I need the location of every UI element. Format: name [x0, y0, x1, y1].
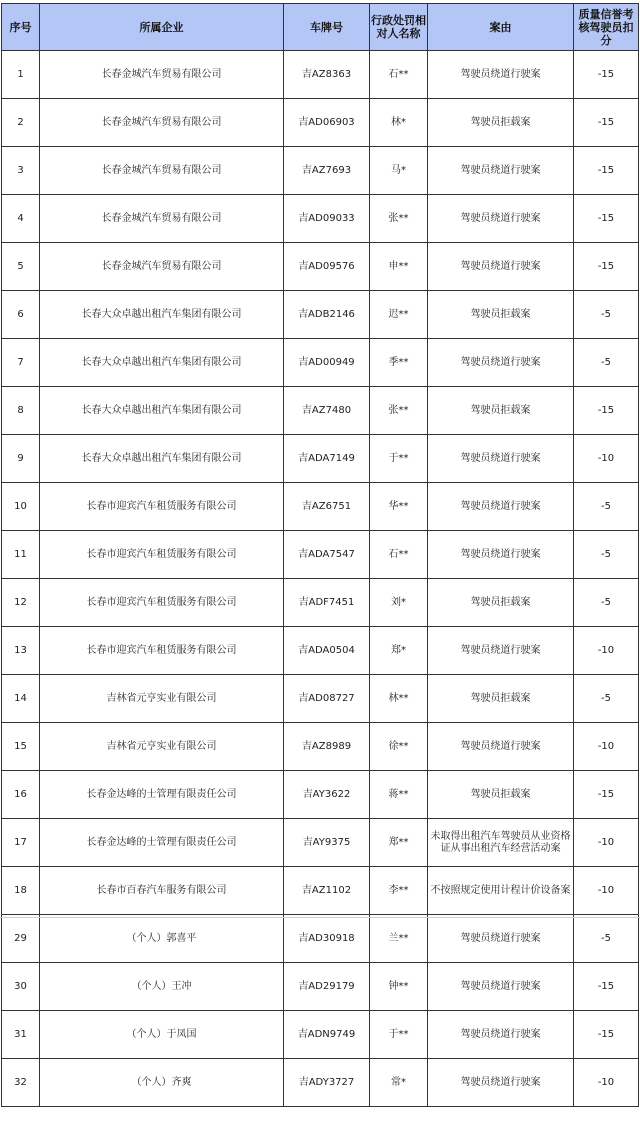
cell-person: 刘*: [370, 579, 428, 627]
table-row: [2, 435, 639, 483]
cell-case: 驾驶员拒载案: [428, 291, 574, 339]
cell-case: 驾驶员绕道行驶案: [428, 915, 574, 963]
cell-points: -5: [574, 675, 639, 723]
cell-person: 蒋**: [370, 771, 428, 819]
cell-plate: 吉AD29179: [284, 963, 370, 1011]
cell-company: 长春金城汽车贸易有限公司: [40, 195, 284, 243]
cell-points: -10: [574, 435, 639, 483]
cell-index: 16: [2, 771, 40, 819]
cell-company: 长春金达峰的士管理有限责任公司: [40, 819, 284, 867]
cell-index: 1: [2, 51, 40, 99]
cell-person: 石**: [370, 531, 428, 579]
cell-company: 长春大众卓越出租汽车集团有限公司: [40, 339, 284, 387]
table-row: [2, 147, 639, 195]
cell-person: 季**: [370, 339, 428, 387]
cell-case: 驾驶员绕道行驶案: [428, 1011, 574, 1059]
cell-plate: 吉AD08727: [284, 675, 370, 723]
table-row: [2, 339, 639, 387]
cell-plate: 吉AD09033: [284, 195, 370, 243]
cell-case: 驾驶员绕道行驶案: [428, 195, 574, 243]
header-index: 序号: [2, 4, 40, 51]
cell-plate: 吉AD30918: [284, 915, 370, 963]
cell-points: -15: [574, 243, 639, 291]
cell-index: 31: [2, 1011, 40, 1059]
cell-company: 长春市百春汽车服务有限公司: [40, 867, 284, 915]
cell-company: 吉林省元亨实业有限公司: [40, 675, 284, 723]
cell-index: 15: [2, 723, 40, 771]
cell-points: -15: [574, 387, 639, 435]
cell-plate: 吉ADA7547: [284, 531, 370, 579]
cell-index: 6: [2, 291, 40, 339]
cell-company: 长春市迎宾汽车租赁服务有限公司: [40, 531, 284, 579]
cell-index: 9: [2, 435, 40, 483]
table-row: [2, 291, 639, 339]
cell-case: 驾驶员绕道行驶案: [428, 483, 574, 531]
cell-case: 驾驶员拒载案: [428, 99, 574, 147]
cell-case: 未取得出租汽车驾驶员从业资格证从事出租汽车经营活动案: [428, 819, 574, 867]
table-row: [2, 243, 639, 291]
cell-person: 于**: [370, 435, 428, 483]
cell-company: 吉林省元亨实业有限公司: [40, 723, 284, 771]
cell-index: 4: [2, 195, 40, 243]
cell-index: 32: [2, 1059, 40, 1107]
cell-points: -15: [574, 1011, 639, 1059]
cell-case: 驾驶员绕道行驶案: [428, 531, 574, 579]
cell-plate: 吉ADY3727: [284, 1059, 370, 1107]
cell-plate: 吉ADA0504: [284, 627, 370, 675]
cell-case: 驾驶员绕道行驶案: [428, 1059, 574, 1107]
cell-points: -10: [574, 819, 639, 867]
page-fold-divider: [0, 917, 640, 918]
cell-case: 驾驶员拒载案: [428, 675, 574, 723]
cell-company: 长春市迎宾汽车租赁服务有限公司: [40, 483, 284, 531]
cell-index: 30: [2, 963, 40, 1011]
cell-person: 林*: [370, 99, 428, 147]
cell-person: 迟**: [370, 291, 428, 339]
cell-plate: 吉AD09576: [284, 243, 370, 291]
cell-index: 5: [2, 243, 40, 291]
cell-plate: 吉AZ6751: [284, 483, 370, 531]
cell-case: 驾驶员绕道行驶案: [428, 243, 574, 291]
cell-plate: 吉AY3622: [284, 771, 370, 819]
cell-company: 长春金达峰的士管理有限责任公司: [40, 771, 284, 819]
cell-points: -5: [574, 291, 639, 339]
cell-company: （个人）王冲: [40, 963, 284, 1011]
cell-points: -5: [574, 483, 639, 531]
cell-case: 驾驶员拒载案: [428, 579, 574, 627]
table-row: [2, 1059, 639, 1107]
cell-case: 不按照规定使用计程计价设备案: [428, 867, 574, 915]
table-row: [2, 483, 639, 531]
table-row: [2, 195, 639, 243]
cell-case: 驾驶员绕道行驶案: [428, 147, 574, 195]
cell-points: -15: [574, 195, 639, 243]
cell-person: 郑**: [370, 819, 428, 867]
cell-plate: 吉AZ7693: [284, 147, 370, 195]
cell-plate: 吉AZ1102: [284, 867, 370, 915]
table-body: [2, 51, 639, 1107]
table-row: [2, 723, 639, 771]
header-company: 所属企业: [40, 4, 284, 51]
header-person: 行政处罚相对人名称: [370, 4, 428, 51]
cell-person: 于**: [370, 1011, 428, 1059]
cell-company: 长春金城汽车贸易有限公司: [40, 51, 284, 99]
header-points: 质量信誉考核驾驶员扣分: [574, 4, 639, 51]
cell-points: -5: [574, 531, 639, 579]
cell-index: 7: [2, 339, 40, 387]
cell-person: 钟**: [370, 963, 428, 1011]
cell-index: 12: [2, 579, 40, 627]
cell-company: 长春市迎宾汽车租赁服务有限公司: [40, 579, 284, 627]
cell-person: 徐**: [370, 723, 428, 771]
cell-case: 驾驶员绕道行驶案: [428, 963, 574, 1011]
cell-person: 兰**: [370, 915, 428, 963]
table-row: [2, 627, 639, 675]
cell-plate: 吉AY9375: [284, 819, 370, 867]
cell-points: -10: [574, 627, 639, 675]
cell-company: 长春金城汽车贸易有限公司: [40, 243, 284, 291]
table-row: [2, 99, 639, 147]
cell-points: -15: [574, 771, 639, 819]
cell-person: 申**: [370, 243, 428, 291]
cell-person: 华**: [370, 483, 428, 531]
cell-plate: 吉AZ8989: [284, 723, 370, 771]
cell-points: -10: [574, 1059, 639, 1107]
cell-case: 驾驶员绕道行驶案: [428, 627, 574, 675]
table-row: [2, 963, 639, 1011]
cell-company: 长春大众卓越出租汽车集团有限公司: [40, 387, 284, 435]
cell-points: -15: [574, 99, 639, 147]
cell-index: 8: [2, 387, 40, 435]
cell-index: 18: [2, 867, 40, 915]
cell-company: 长春金城汽车贸易有限公司: [40, 99, 284, 147]
header-plate: 车牌号: [284, 4, 370, 51]
table-row: [2, 675, 639, 723]
cell-person: 张**: [370, 387, 428, 435]
cell-person: 郑*: [370, 627, 428, 675]
cell-index: 13: [2, 627, 40, 675]
cell-company: （个人）齐爽: [40, 1059, 284, 1107]
cell-plate: 吉AD00949: [284, 339, 370, 387]
cell-index: 10: [2, 483, 40, 531]
cell-company: 长春市迎宾汽车租赁服务有限公司: [40, 627, 284, 675]
cell-plate: 吉ADN9749: [284, 1011, 370, 1059]
cell-points: -15: [574, 147, 639, 195]
cell-person: 张**: [370, 195, 428, 243]
cell-plate: 吉AD06903: [284, 99, 370, 147]
cell-points: -15: [574, 51, 639, 99]
cell-case: 驾驶员绕道行驶案: [428, 723, 574, 771]
cell-index: 3: [2, 147, 40, 195]
table-row: [2, 867, 639, 915]
penalty-table: [1, 3, 639, 1107]
cell-person: 马*: [370, 147, 428, 195]
cell-index: 14: [2, 675, 40, 723]
cell-person: 林**: [370, 675, 428, 723]
cell-company: （个人）于凤国: [40, 1011, 284, 1059]
cell-index: 2: [2, 99, 40, 147]
cell-person: 李**: [370, 867, 428, 915]
cell-company: （个人）郭喜平: [40, 915, 284, 963]
cell-case: 驾驶员绕道行驶案: [428, 435, 574, 483]
cell-case: 驾驶员绕道行驶案: [428, 51, 574, 99]
cell-person: 石**: [370, 51, 428, 99]
cell-points: -10: [574, 867, 639, 915]
table-row: [2, 915, 639, 963]
cell-company: 长春金城汽车贸易有限公司: [40, 147, 284, 195]
cell-case: 驾驶员绕道行驶案: [428, 339, 574, 387]
cell-plate: 吉AZ8363: [284, 51, 370, 99]
cell-points: -5: [574, 339, 639, 387]
cell-points: -10: [574, 723, 639, 771]
cell-index: 29: [2, 915, 40, 963]
table-row: [2, 387, 639, 435]
table-row: [2, 819, 639, 867]
cell-person: 常*: [370, 1059, 428, 1107]
header-case: 案由: [428, 4, 574, 51]
cell-case: 驾驶员拒载案: [428, 387, 574, 435]
cell-points: -5: [574, 579, 639, 627]
table-row: [2, 579, 639, 627]
cell-company: 长春大众卓越出租汽车集团有限公司: [40, 291, 284, 339]
cell-plate: 吉ADF7451: [284, 579, 370, 627]
cell-plate: 吉ADB2146: [284, 291, 370, 339]
cell-index: 11: [2, 531, 40, 579]
table-row: [2, 531, 639, 579]
table-row: [2, 771, 639, 819]
cell-points: -15: [574, 963, 639, 1011]
cell-plate: 吉ADA7149: [284, 435, 370, 483]
table-row: [2, 51, 639, 99]
cell-index: 17: [2, 819, 40, 867]
cell-case: 驾驶员拒载案: [428, 771, 574, 819]
cell-points: -5: [574, 915, 639, 963]
table-row: [2, 1011, 639, 1059]
cell-plate: 吉AZ7480: [284, 387, 370, 435]
cell-company: 长春大众卓越出租汽车集团有限公司: [40, 435, 284, 483]
table-header-row: [2, 4, 639, 51]
